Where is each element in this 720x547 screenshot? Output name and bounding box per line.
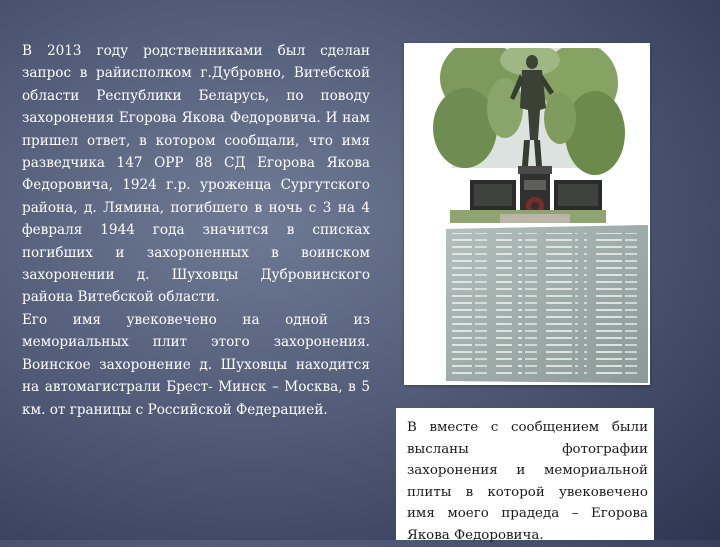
caption-box (396, 408, 654, 543)
caption-text: В вместе с сообщением были высланы фотографии захоронения и мемориальной плиты в которой увековечено имя моего прадеда – Егорова Якова Федоровича. (407, 420, 648, 543)
plaque-photo (444, 223, 650, 385)
main-paragraph-1: В 2013 году родственниками был сделан запрос в райисполком г.Дубровно, Витебской области Республики Беларусь, по поводу захоронения Егорова Якова Федоровича. И нам пришел ответ, в котором сообщали, что имя разведчика 147 ОРР 88 СД Егорова Якова Федоровича, 1924 г.р. уроженца Сургутского района, д. Лямина, погибшего в ночь с 3 на 4 февраля 1944 года значится в списках погибших и захороненных в воинском захоронении д. Шуховцы Дубровинского района Витебской области. (22, 43, 370, 306)
main-text-block (22, 40, 370, 421)
main-paragraph-2: Его имя увековечено на одной из мемориальных плит этого захоронения. Воинское захоронение д. Шуховцы находится на автомагистрали Брест- Минск – Москва, в 5 км. от границы с Российской Федерацией. (22, 311, 370, 418)
photo-card (404, 43, 650, 385)
